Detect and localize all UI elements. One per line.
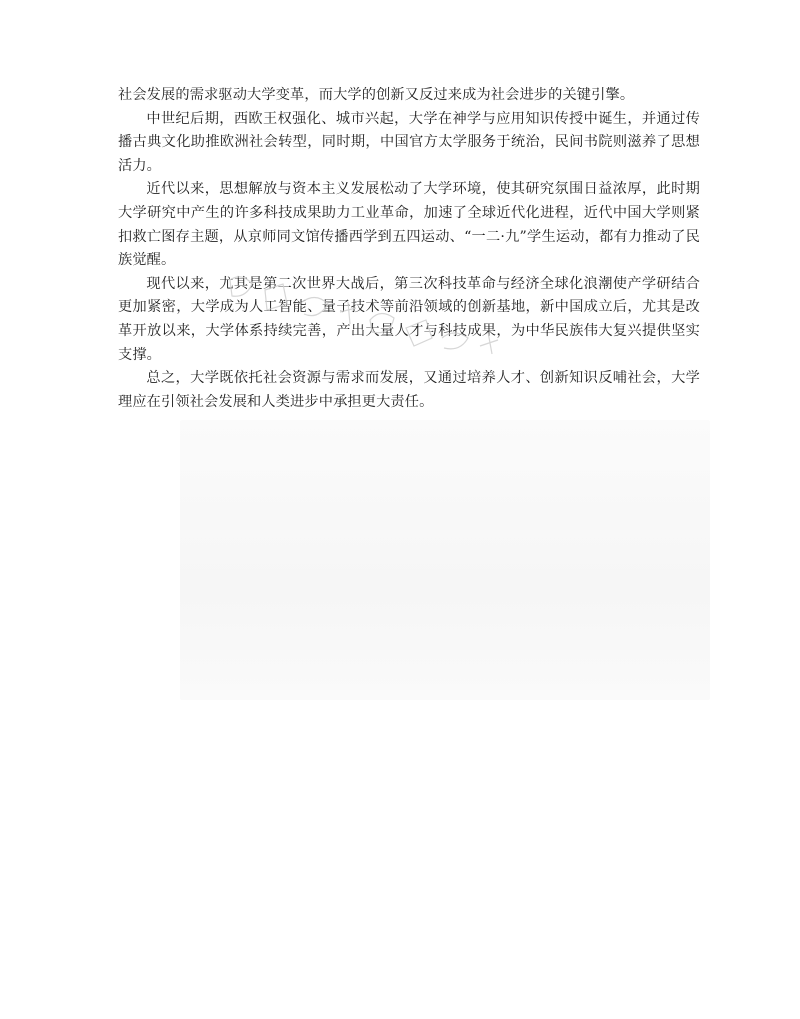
paragraph-1: 社会发展的需求驱动大学变革，而大学的创新又反过来成为社会进步的关键引擎。 (118, 87, 635, 103)
blank-image-area (180, 420, 710, 700)
essay-body (118, 84, 700, 414)
paragraph-5: 总之，大学既依托社会资源与需求而发展，又通过培养人才、创新知识反哺社会，大学理应在引领社会发展和人类进步中承担更大责任。 (118, 370, 700, 410)
paragraph-2: 中世纪后期，西欧王权强化、城市兴起，大学在神学与应用知识传授中诞生，并通过传播古典文化助推欧洲社会转型，同时期，中国官方太学服务于统治，民间书院则滋养了思想活力。 (118, 110, 700, 174)
paragraph-4: 现代以来，尤其是第二次世界大战后，第三次科技革命与经济全球化浪潮使产学研结合更加紧密，大学成为人工智能、量子技术等前沿领域的创新基地，新中国成立后，尤其是改革开放以来，大学体系持续完善，产出大量人才与科技成果，为中华民族伟大复兴提供坚实支撑。 (118, 275, 700, 363)
paragraph-3: 近代以来，思想解放与资本主义发展松动了大学环境，使其研究氛围日益浓厚，此时期大学研究中产生的许多科技成果助力工业革命，加速了全球近代化进程，近代中国大学则紧扣救亡图存主题，从京师同文馆传播西学到五四运动、“一二·九”学生运动，都有力推动了民族觉醒。 (118, 181, 700, 269)
